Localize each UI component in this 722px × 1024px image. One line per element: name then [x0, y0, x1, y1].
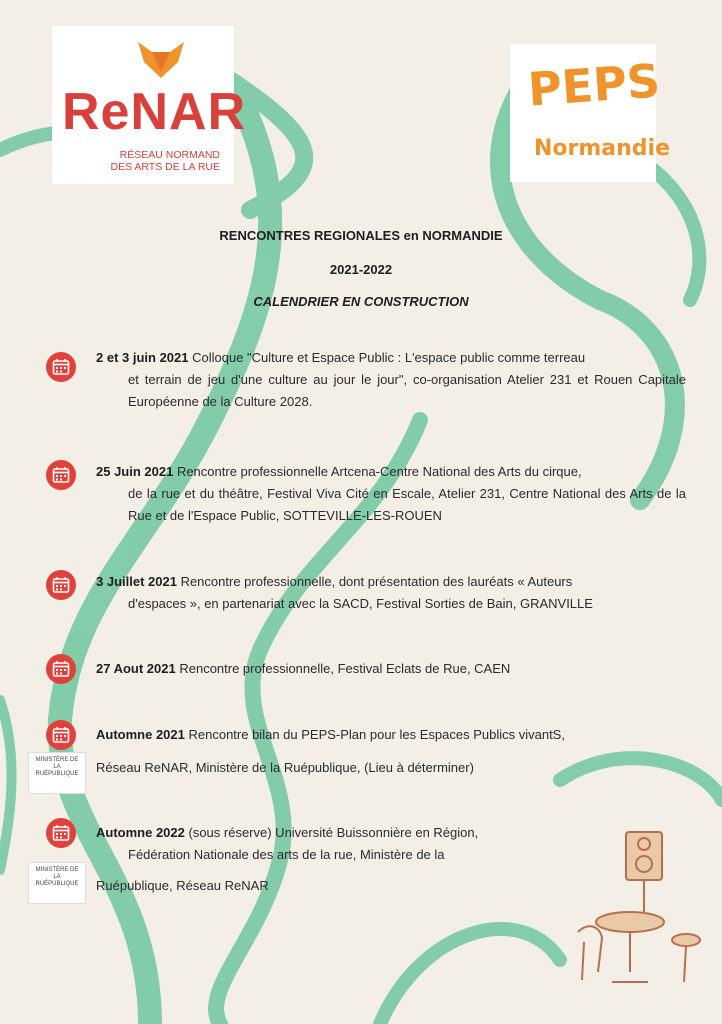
calendar-icon [46, 570, 76, 600]
renar-name: ReNAR [62, 83, 247, 141]
peps-name: PEPS [526, 53, 662, 117]
street-furniture-illustration [568, 822, 708, 992]
event-item: 3 Juillet 2021 Rencontre professionnelle, dont présentation des lauréats « Auteurs d'espaces », en partenariat avec la SACD, Festival Sorties de Bain, GRANVILLE [96, 574, 593, 611]
peps-region: Normandie [534, 136, 671, 161]
calendar-icon [46, 654, 76, 684]
calendar-icon [46, 352, 76, 382]
event-continuation: Réseau ReNAR, Ministère de la Ruépublique, (Lieu à déterminer) [96, 760, 474, 775]
peps-logo [510, 44, 671, 182]
renar-logo [52, 26, 247, 184]
page-title: RENCONTRES REGIONALES en NORMANDIE [219, 228, 503, 243]
ministere-stamp: MINISTÈRE DE LA RUÉPUBLIQUE [28, 862, 86, 904]
event-continuation: Ruépublique, Réseau ReNAR [96, 878, 269, 893]
event-item: 25 Juin 2021 Rencontre professionnelle Artcena-Centre National des Arts du cirque, de la rue et du théâtre, Festival Viva Cité en Escale, Atelier 231, Centre National des Arts de la Rue et de l'Espace Public, SOTTEVILLE-LES-ROUEN [96, 464, 686, 523]
years-heading: 2021-2022 [329, 262, 393, 277]
calendar-icon [46, 460, 76, 490]
event-item: 2 et 3 juin 2021 Colloque "Culture et Espace Public : L'espace public comme terreau et terrain de jeu d'une culture au jour le jour", co-organisation Atelier 231 et Rouen Capitale Européenne de la Culture 2028. [96, 350, 686, 409]
ministere-stamp: MINISTÈRE DE LA RUÉPUBLIQUE [28, 752, 86, 794]
calendar-icon [46, 720, 76, 750]
page-subtitle: CALENDRIER EN CONSTRUCTION [253, 294, 469, 309]
calendar-icon [46, 818, 76, 848]
event-item: 27 Aout 2021 Rencontre professionnelle, Festival Eclats de Rue, CAEN [96, 661, 511, 676]
event-item: Automne 2022 (sous réserve) Université Buissonnière en Région, Fédération Nationale des arts de la rue, Ministère de la [96, 825, 479, 862]
fox-icon [138, 42, 184, 78]
event-item: Automne 2021 Rencontre bilan du PEPS-Plan pour les Espaces Publics vivantS, [96, 727, 565, 742]
renar-subtitle: RÉSEAU NORMAND DES ARTS DE LA RUE [110, 149, 220, 173]
